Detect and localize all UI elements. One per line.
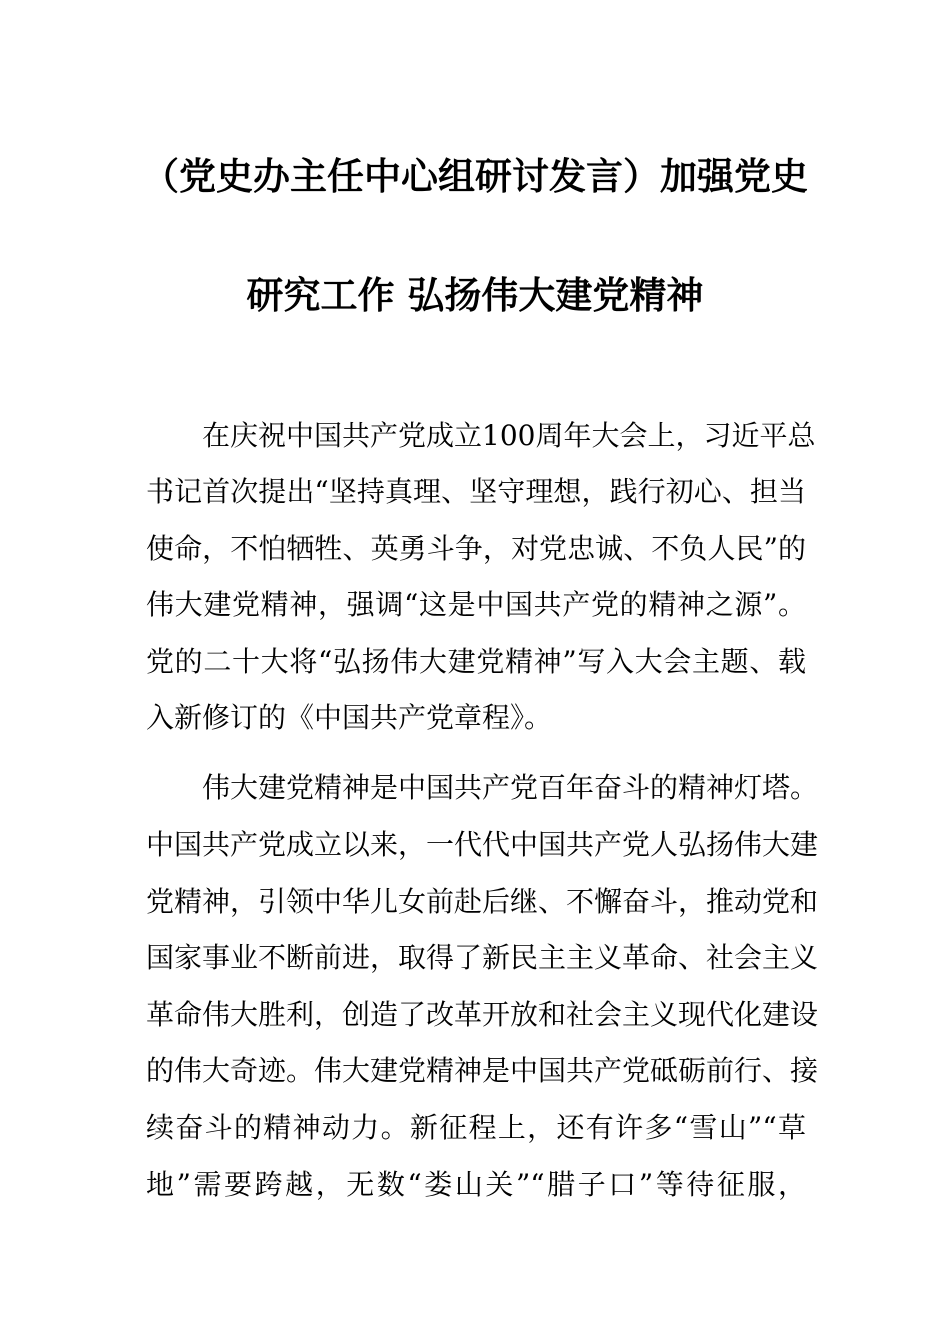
paragraph-line: 书记首次提出“坚持真理、坚守理想，践行初心、担当	[146, 475, 806, 508]
paragraph-line: 中国共产党成立以来，一代代中国共产党人弘扬伟大建	[146, 828, 819, 861]
paragraph-line: 在庆祝中国共产党成立100周年大会上，习近平总	[202, 419, 816, 452]
paragraph-line: 的伟大奇迹。伟大建党精神是中国共产党砥砺前行、接	[146, 1054, 819, 1087]
document-title-line-1: （党史办主任中心组研讨发言）加强党史	[142, 155, 808, 198]
paragraph-line: 使命，不怕牺牲、英勇斗争，对党忠诚、不负人民”的	[146, 532, 806, 565]
paragraph-line: 党的二十大将“弘扬伟大建党精神”写入大会主题、载	[146, 645, 806, 678]
document-title-line-2: 研究工作 弘扬伟大建党精神	[246, 274, 704, 317]
paragraph-line: 国家事业不断前进，取得了新民主主义革命、社会主义	[146, 941, 819, 974]
paragraph-line: 革命伟大胜利，创造了改革开放和社会主义现代化建设	[146, 998, 819, 1031]
paragraph-line: 地”需要跨越，无数“娄山关”“腊子口”等待征服，	[146, 1168, 806, 1201]
paragraph-line: 伟大建党精神是中国共产党百年奋斗的精神灯塔。	[202, 771, 819, 804]
paragraph-line: 党精神，引领中华儿女前赴后继、不懈奋斗，推动党和	[146, 885, 819, 918]
paragraph-line: 入新修订的《中国共产党章程》。	[146, 701, 553, 734]
paragraph-line: 伟大建党精神，强调“这是中国共产党的精神之源”。	[146, 588, 806, 621]
paragraph-line: 续奋斗的精神动力。新征程上，还有许多“雪山”“草	[146, 1111, 806, 1144]
